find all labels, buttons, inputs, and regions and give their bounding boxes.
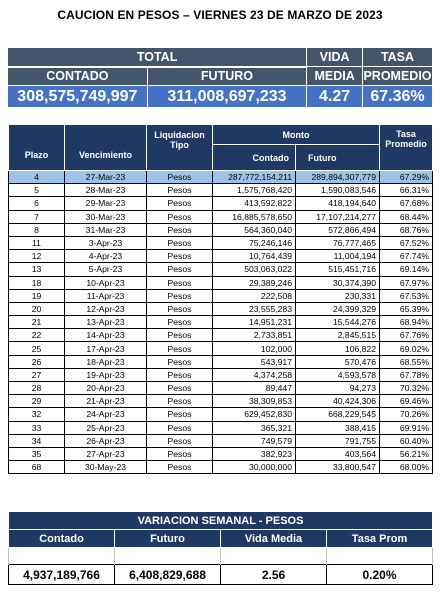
tasa-cell: 66.31% (380, 184, 433, 197)
table-row (9, 316, 433, 329)
table-row (9, 355, 433, 368)
contado-cell: 749,579 (213, 434, 296, 447)
futuro-cell: 24,399,329 (296, 302, 380, 315)
futuro-cell: 94,273 (296, 382, 380, 395)
tasa-cell: 70.26% (380, 408, 433, 421)
table-row (9, 368, 433, 381)
contado-header: CONTADO (8, 67, 148, 86)
contado-cell: 543,917 (213, 355, 296, 368)
vencimiento-cell: 24-Apr-23 (65, 408, 147, 421)
futuro-cell: 4,593,578 (296, 368, 380, 381)
plazo-cell: 25 (9, 342, 65, 355)
tasa-cell: 68.44% (380, 210, 433, 223)
tipo-cell: Pesos (147, 395, 213, 408)
contado-cell: 382,923 (213, 447, 296, 460)
vencimiento-cell: 12-Apr-23 (65, 302, 147, 315)
var-vida-header: Vida Media (221, 530, 327, 548)
plazo-cell: 4 (9, 171, 65, 184)
contado-cell: 23,555,283 (213, 302, 296, 315)
tipo-cell: Pesos (147, 236, 213, 249)
table-row (9, 395, 433, 408)
futuro-cell: 388,415 (296, 421, 380, 434)
table-row (9, 236, 433, 249)
contado-cell: 14,951,231 (213, 316, 296, 329)
tasa-label: Tasa (396, 129, 416, 139)
table-row (9, 421, 433, 434)
contado-cell: 503,063,022 (213, 263, 296, 276)
table-row (9, 171, 433, 184)
vencimiento-cell: 21-Apr-23 (65, 395, 147, 408)
contado-header: Contado (213, 145, 296, 171)
tipo-cell: Pesos (147, 447, 213, 460)
futuro-cell: 106,822 (296, 342, 380, 355)
futuro-cell: 30,374,390 (296, 276, 380, 289)
var-vida-value: 2.56 (221, 565, 327, 585)
tipo-cell: Pesos (147, 355, 213, 368)
plazo-cell: 6 (9, 197, 65, 210)
plazo-cell: 21 (9, 316, 65, 329)
tasa-header-bottom: PROMEDIO (362, 67, 432, 86)
table-row (9, 302, 433, 315)
plazo-cell: 28 (9, 382, 65, 395)
tipo-cell: Pesos (147, 434, 213, 447)
futuro-cell: 230,331 (296, 289, 380, 302)
futuro-header: Futuro (296, 145, 380, 171)
table-row (9, 447, 433, 460)
tasa-cell: 67.74% (380, 250, 433, 263)
futuro-cell: 33,800,547 (296, 461, 380, 474)
table-row (9, 329, 433, 342)
plazo-cell: 68 (9, 461, 65, 474)
tasa-cell: 70.32% (380, 382, 433, 395)
tasa-cell: 69.46% (380, 395, 433, 408)
promedio-label: Promedio (385, 139, 427, 149)
summary-table (7, 47, 433, 108)
plazo-cell: 29 (9, 395, 65, 408)
liquidacion-label: Liquidacion (154, 130, 205, 140)
vida-header-top: VIDA (307, 48, 363, 67)
contado-cell: 29,389,246 (213, 276, 296, 289)
tipo-cell: Pesos (147, 368, 213, 381)
plazo-cell: 22 (9, 329, 65, 342)
vencimiento-cell: 17-Apr-23 (65, 342, 147, 355)
caucion-table (8, 124, 433, 474)
tasa-cell: 67.29% (380, 171, 433, 184)
contado-total-value: 308,575,749,997 (8, 86, 148, 108)
tasa-cell: 68.94% (380, 316, 433, 329)
tasa-cell: 68.76% (380, 223, 433, 236)
tipo-cell: Pesos (147, 223, 213, 236)
table-row (9, 276, 433, 289)
contado-cell: 2,733,851 (213, 329, 296, 342)
vencimiento-cell: 19-Apr-23 (65, 368, 147, 381)
vencimiento-cell: 20-Apr-23 (65, 382, 147, 395)
contado-cell: 102,000 (213, 342, 296, 355)
futuro-cell: 515,451,716 (296, 263, 380, 276)
spacer-cell (9, 548, 115, 565)
plazo-cell: 19 (9, 289, 65, 302)
futuro-cell: 40,424,306 (296, 395, 380, 408)
contado-cell: 38,309,853 (213, 395, 296, 408)
vencimiento-cell: 10-Apr-23 (65, 276, 147, 289)
contado-cell: 75,246,146 (213, 236, 296, 249)
plazo-cell: 18 (9, 276, 65, 289)
vencimiento-cell: 14-Apr-23 (65, 329, 147, 342)
vencimiento-cell: 4-Apr-23 (65, 250, 147, 263)
table-row (9, 263, 433, 276)
vencimiento-cell: 30-May-23 (65, 461, 147, 474)
contado-cell: 222,508 (213, 289, 296, 302)
tasa-cell: 67.97% (380, 276, 433, 289)
futuro-cell: 668,229,545 (296, 408, 380, 421)
plazo-cell: 20 (9, 302, 65, 315)
vencimiento-header: Vencimiento (65, 125, 147, 171)
plazo-cell: 13 (9, 263, 65, 276)
vencimiento-cell: 18-Apr-23 (65, 355, 147, 368)
tasa-promedio-value: 67.36% (362, 86, 432, 108)
tasa-cell: 68.55% (380, 355, 433, 368)
tasa-cell: 60.40% (380, 434, 433, 447)
tasa-cell: 56.21% (380, 447, 433, 460)
plazo-cell: 33 (9, 421, 65, 434)
total-header: TOTAL (8, 48, 307, 67)
table-row (9, 289, 433, 302)
table-row (9, 184, 433, 197)
futuro-header: FUTURO (147, 67, 306, 86)
var-futuro-header: Futuro (115, 530, 221, 548)
tasa-cell: 67.78% (380, 368, 433, 381)
tipo-cell: Pesos (147, 263, 213, 276)
tipo-cell: Pesos (147, 461, 213, 474)
table-row (9, 461, 433, 474)
tasa-header (380, 125, 433, 171)
table-row (9, 342, 433, 355)
spacer-cell (115, 548, 221, 565)
plazo-header: Plazo (9, 125, 65, 171)
contado-cell: 564,360,040 (213, 223, 296, 236)
tipo-cell: Pesos (147, 421, 213, 434)
tasa-cell: 69.02% (380, 342, 433, 355)
liquidacion-header (147, 125, 213, 171)
contado-cell: 1,575,768,420 (213, 184, 296, 197)
futuro-cell: 11,004,194 (296, 250, 380, 263)
contado-cell: 287,772,154,211 (213, 171, 296, 184)
table-row (9, 197, 433, 210)
tasa-cell: 67.52% (380, 236, 433, 249)
tasa-cell: 69.14% (380, 263, 433, 276)
table-row (9, 250, 433, 263)
variacion-title: VARIACION SEMANAL - PESOS (9, 512, 433, 530)
plazo-cell: 8 (9, 223, 65, 236)
table-row (9, 408, 433, 421)
var-contado-header: Contado (9, 530, 115, 548)
plazo-cell: 12 (9, 250, 65, 263)
vencimiento-cell: 27-Mar-23 (65, 171, 147, 184)
futuro-cell: 791,755 (296, 434, 380, 447)
futuro-total-value: 311,008,697,233 (147, 86, 306, 108)
tipo-cell: Pesos (147, 289, 213, 302)
futuro-cell: 570,476 (296, 355, 380, 368)
tipo-cell: Pesos (147, 184, 213, 197)
contado-cell: 10,764,439 (213, 250, 296, 263)
vencimiento-cell: 29-Mar-23 (65, 197, 147, 210)
contado-cell: 16,885,578,650 (213, 210, 296, 223)
vida-header-bottom: MEDIA (307, 67, 363, 86)
contado-cell: 30,000,000 (213, 461, 296, 474)
tasa-cell: 65.39% (380, 302, 433, 315)
tasa-cell: 67.76% (380, 329, 433, 342)
tasa-cell: 69.91% (380, 421, 433, 434)
futuro-cell: 1,590,083,546 (296, 184, 380, 197)
tipo-cell: Pesos (147, 329, 213, 342)
tipo-cell: Pesos (147, 210, 213, 223)
spacer-cell (327, 548, 433, 565)
tasa-cell: 67.68% (380, 197, 433, 210)
plazo-cell: 7 (9, 210, 65, 223)
contado-cell: 413,592,822 (213, 197, 296, 210)
tipo-cell: Pesos (147, 342, 213, 355)
vencimiento-cell: 31-Mar-23 (65, 223, 147, 236)
plazo-cell: 32 (9, 408, 65, 421)
tipo-cell: Pesos (147, 250, 213, 263)
plazo-cell: 26 (9, 355, 65, 368)
page-title: CAUCION EN PESOS – VIERNES 23 DE MARZO DE 2023 (57, 8, 383, 22)
tasa-header-top: TASA (362, 48, 432, 67)
vencimiento-cell: 11-Apr-23 (65, 289, 147, 302)
var-tasa-header: Tasa Prom (327, 530, 433, 548)
tipo-cell: Pesos (147, 408, 213, 421)
plazo-cell: 27 (9, 368, 65, 381)
vencimiento-cell: 5-Apr-23 (65, 263, 147, 276)
vencimiento-cell: 25-Apr-23 (65, 421, 147, 434)
futuro-cell: 17,107,214,277 (296, 210, 380, 223)
table-row (9, 210, 433, 223)
futuro-cell: 15,544,276 (296, 316, 380, 329)
futuro-cell: 418,194,640 (296, 197, 380, 210)
futuro-cell: 572,866,494 (296, 223, 380, 236)
contado-cell: 89,447 (213, 382, 296, 395)
tipo-cell: Pesos (147, 302, 213, 315)
plazo-cell: 5 (9, 184, 65, 197)
vida-media-value: 4.27 (307, 86, 363, 108)
plazo-cell: 34 (9, 434, 65, 447)
spacer-cell (221, 548, 327, 565)
table-row (9, 434, 433, 447)
table-row (9, 382, 433, 395)
tipo-cell: Pesos (147, 197, 213, 210)
futuro-cell: 76,777,465 (296, 236, 380, 249)
contado-cell: 4,374,258 (213, 368, 296, 381)
vencimiento-cell: 26-Apr-23 (65, 434, 147, 447)
tipo-label: Tipo (170, 140, 189, 150)
futuro-cell: 289,894,307,779 (296, 171, 380, 184)
variacion-semanal-table (8, 511, 433, 585)
plazo-cell: 11 (9, 236, 65, 249)
tipo-cell: Pesos (147, 171, 213, 184)
tipo-cell: Pesos (147, 316, 213, 329)
contado-cell: 629,452,830 (213, 408, 296, 421)
tasa-cell: 67.53% (380, 289, 433, 302)
vencimiento-cell: 28-Mar-23 (65, 184, 147, 197)
monto-header: Monto (213, 125, 380, 145)
futuro-cell: 2,845,515 (296, 329, 380, 342)
var-tasa-value: 0.20% (327, 565, 433, 585)
tipo-cell: Pesos (147, 382, 213, 395)
tasa-cell: 68.00% (380, 461, 433, 474)
tipo-cell: Pesos (147, 276, 213, 289)
table-row (9, 223, 433, 236)
plazo-cell: 35 (9, 447, 65, 460)
vencimiento-cell: 27-Apr-23 (65, 447, 147, 460)
vencimiento-cell: 30-Mar-23 (65, 210, 147, 223)
var-contado-value: 4,937,189,766 (9, 565, 115, 585)
var-futuro-value: 6,408,829,688 (115, 565, 221, 585)
futuro-cell: 403,564 (296, 447, 380, 460)
contado-cell: 365,321 (213, 421, 296, 434)
vencimiento-cell: 3-Apr-23 (65, 236, 147, 249)
vencimiento-cell: 13-Apr-23 (65, 316, 147, 329)
